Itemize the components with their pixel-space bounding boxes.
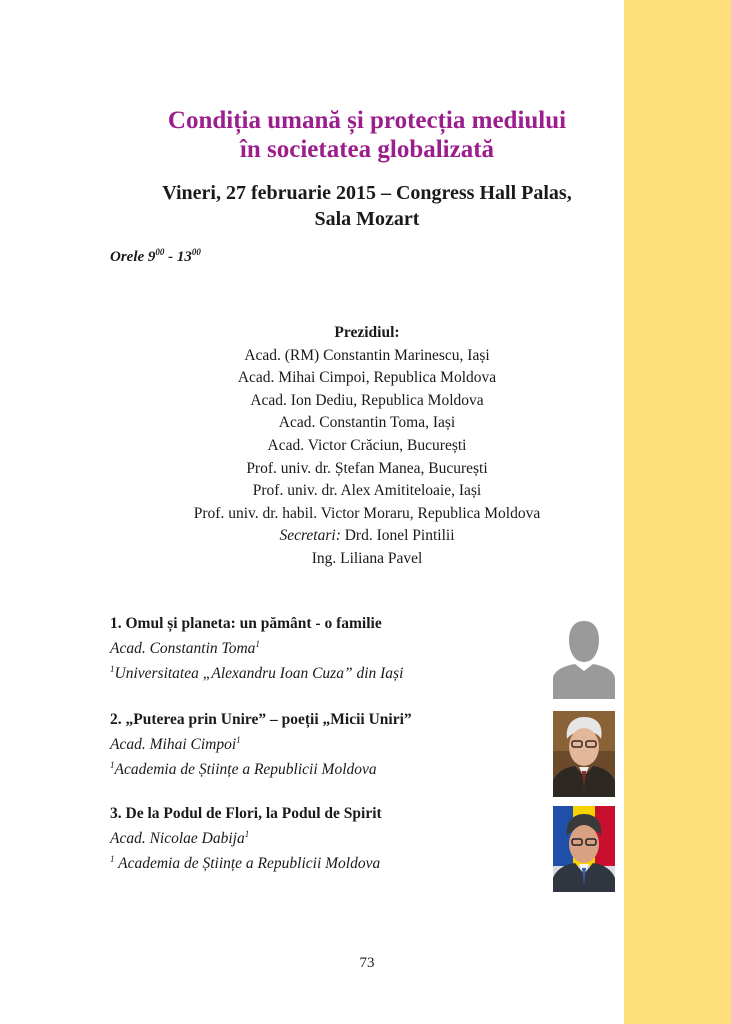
talk-title: 2. „Puterea prin Unire” – poeții „Micii Uniri” (110, 711, 412, 728)
portrait-elderly-man-icon (553, 711, 615, 797)
session-subtitle (110, 180, 624, 232)
hours-prefix: Orele 9 (110, 249, 156, 265)
speaker-photo (553, 711, 615, 797)
talk-speaker (110, 634, 550, 659)
talk-item-2 (110, 710, 550, 780)
affiliation-name: Universitatea „Alexandru Ioan Cuza” din Iași (114, 665, 404, 682)
page-title (110, 106, 624, 164)
speaker-footnote-mark: 1 (236, 735, 241, 745)
presidium-member: Acad. Constantin Toma, Iași (278, 414, 456, 432)
presidium-member: Acad. (RM) Constantin Marinescu, Iași (244, 346, 490, 364)
title-line-2: în societatea globalizată (239, 136, 495, 163)
talk-title: 3. De la Podul de Flori, la Podul de Spirit (110, 805, 382, 822)
talk-item-1 (110, 614, 550, 684)
secretary-1: Drd. Ionel Pintilii (340, 527, 455, 545)
subtitle-line-1: Vineri, 27 februarie 2015 – Congress Hall Palas, (162, 182, 572, 204)
speaker-footnote-mark: 1 (255, 639, 260, 649)
secretaries-label: Secretari: (279, 527, 341, 545)
affiliation-footnote-mark: 1 (110, 664, 115, 674)
title-line-1: Condiția umană și protecția mediului (167, 107, 567, 134)
talk-speaker (110, 730, 550, 755)
presidium-member: Acad. Victor Crăciun, București (267, 436, 467, 454)
hours-end-sup: 00 (191, 247, 201, 257)
speaker-name: Acad. Nicolae Dabija (110, 830, 245, 847)
speaker-photo-placeholder (553, 613, 615, 699)
talk-affiliation (110, 755, 550, 780)
hours-start-sup: 00 (155, 247, 165, 257)
presidium-member: Prof. univ. dr. Alex Amititeloaie, Iași (252, 482, 482, 500)
presidium-member: Acad. Ion Dediu, Republica Moldova (250, 391, 484, 409)
side-color-band (624, 0, 731, 1024)
talk-speaker (110, 824, 550, 849)
affiliation-footnote-mark: 1 (110, 760, 115, 770)
presidium-member: Acad. Mihai Cimpoi, Republica Moldova (237, 369, 497, 387)
secretaries-line (110, 525, 624, 548)
session-hours (110, 247, 201, 266)
hours-separator: - 13 (164, 249, 192, 265)
presidium-member: Prof. univ. dr. Ștefan Manea, București (246, 459, 488, 477)
speaker-footnote-mark: 1 (244, 829, 250, 839)
secretary-2: Ing. Liliana Pavel (311, 549, 423, 567)
talk-title: 1. Omul și planeta: un pământ - o familie (110, 615, 382, 632)
talk-affiliation (110, 849, 550, 874)
speaker-photo (553, 806, 615, 892)
page-number: 73 (359, 955, 375, 971)
affiliation-name: Academia de Științe a Republicii Moldova (114, 761, 377, 778)
portrait-man-with-flag-icon (553, 806, 615, 892)
presidium-block (110, 322, 624, 571)
presidium-member: Prof. univ. dr. habil. Victor Moraru, Republica Moldova (193, 504, 541, 522)
speaker-name: Acad. Mihai Cimpoi (110, 736, 237, 753)
person-silhouette-icon (553, 613, 615, 699)
presidium-heading: Prezidiul: (334, 324, 400, 341)
subtitle-line-2: Sala Mozart (314, 208, 420, 230)
talk-item-3 (110, 804, 550, 874)
talk-affiliation (110, 659, 550, 684)
speaker-name: Acad. Constantin Toma (110, 640, 256, 657)
affiliation-name: Academia de Științe a Republicii Moldova (114, 855, 381, 872)
affiliation-footnote-mark: 1 (110, 854, 115, 864)
